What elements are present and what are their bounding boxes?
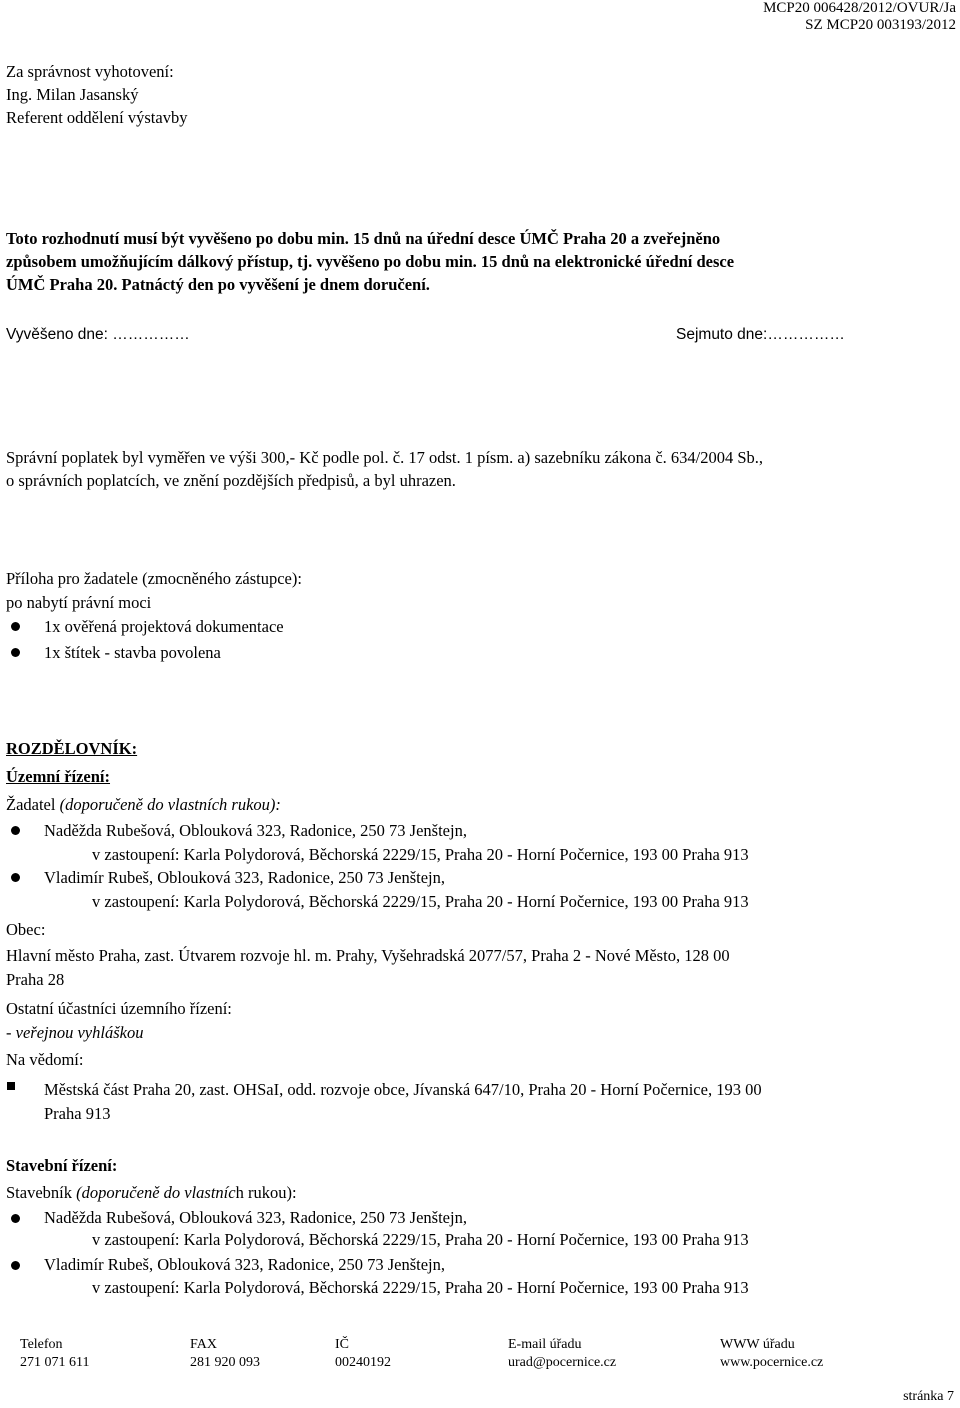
ic-value: 00240192 bbox=[335, 1355, 391, 1370]
square-bullet-icon bbox=[7, 1082, 15, 1090]
applicant-label-line bbox=[6, 793, 281, 816]
building-heading: Stavební řízení: bbox=[6, 1156, 118, 1175]
territorial-heading: Územní řízení: bbox=[6, 767, 111, 786]
footer-phone bbox=[20, 1336, 89, 1372]
builder-representative: v zastoupení: Karla Polydorová, Běchorská 2229/15, Praha 20 - Horní Počernice, 193 00 Praha 913 bbox=[92, 1230, 749, 1249]
builder-label: Stavebník bbox=[6, 1183, 72, 1202]
notice-line: ÚMČ Praha 20. Patnáctý den po vyvěšení je dnem doručení. bbox=[6, 275, 430, 294]
email-label: E-mail úřadu bbox=[508, 1337, 582, 1352]
posting-notice bbox=[6, 227, 734, 296]
www-label: WWW úřadu bbox=[720, 1337, 795, 1352]
footer-ic bbox=[335, 1336, 391, 1372]
applicant-note: (doporučeně do vlastních rukou): bbox=[59, 795, 281, 814]
municipality-line: Hlavní město Praha, zast. Útvarem rozvoje hl. m. Prahy, Vyšehradská 2077/57, Praha 2 - Nové Město, 128 00 bbox=[6, 946, 730, 965]
notify-line: Praha 913 bbox=[44, 1104, 111, 1123]
bullet-icon bbox=[11, 1261, 20, 1270]
applicant-label: Žadatel bbox=[6, 795, 56, 814]
signature-name: Ing. Milan Jasanský bbox=[6, 85, 139, 104]
notice-line: Toto rozhodnutí musí být vyvěšeno po dobu min. 15 dnů na úřední desce ÚMČ Praha 20 a zveřejněno bbox=[6, 229, 721, 248]
signature-label: Za správnost vyhotovení: bbox=[6, 62, 174, 81]
notice-line: způsobem umožňujícím dálkový přístup, tj. vyvěšeno po dobu min. 15 dnů na elektronické úřední desce bbox=[6, 252, 735, 271]
fax-value: 281 920 093 bbox=[190, 1355, 260, 1370]
applicant-representative: v zastoupení: Karla Polydorová, Běchorská 2229/15, Praha 20 - Horní Počernice, 193 00 Praha 913 bbox=[92, 892, 749, 911]
bullet-icon bbox=[11, 873, 20, 882]
builder-label-line bbox=[6, 1181, 297, 1204]
bullet-icon bbox=[11, 826, 20, 835]
ic-label: IČ bbox=[335, 1337, 349, 1352]
notify-label: Na vědomí: bbox=[6, 1050, 84, 1069]
builder-note: (doporučeně do vlastníc bbox=[76, 1183, 236, 1202]
signature-role: Referent oddělení výstavby bbox=[6, 108, 188, 127]
footer-www bbox=[720, 1336, 823, 1372]
phone-label: Telefon bbox=[20, 1337, 63, 1352]
signature-block bbox=[6, 60, 187, 129]
distribution-title: ROZDĚLOVNÍK: bbox=[6, 739, 138, 758]
builder-name: Vladimír Rubeš, Oblouková 323, Radonice, 250 73 Jenštejn, bbox=[44, 1255, 445, 1274]
phone-value: 271 071 611 bbox=[20, 1355, 90, 1370]
attachment-item: 1x štítek - stavba povolena bbox=[44, 643, 221, 662]
municipality-label: Obec: bbox=[6, 920, 46, 939]
others-label: Ostatní účastníci územního řízení: bbox=[6, 999, 232, 1018]
bullet-icon bbox=[11, 622, 20, 631]
removed-date: Sejmuto dne:…………… bbox=[676, 326, 845, 343]
builder-representative: v zastoupení: Karla Polydorová, Běchorská 2229/15, Praha 20 - Horní Počernice, 193 00 Praha 913 bbox=[92, 1278, 749, 1297]
page-number: stránka 7 bbox=[903, 1389, 954, 1404]
applicant-name: Naděžda Rubešová, Oblouková 323, Radonice, 250 73 Jenštejn, bbox=[44, 821, 467, 840]
builder-name: Naděžda Rubešová, Oblouková 323, Radonice, 250 73 Jenštejn, bbox=[44, 1208, 467, 1227]
fee-line: o správních poplatcích, ve znění pozdějších předpisů, a byl uhrazen. bbox=[6, 471, 456, 490]
fax-label: FAX bbox=[190, 1337, 217, 1352]
municipality-line: Praha 28 bbox=[6, 970, 65, 989]
footer-fax bbox=[190, 1336, 260, 1372]
attachment-item: 1x ověřená projektová dokumentace bbox=[44, 617, 284, 636]
bullet-icon bbox=[11, 1214, 20, 1223]
bullet-icon bbox=[11, 648, 20, 657]
applicant-name: Vladimír Rubeš, Oblouková 323, Radonice, 250 73 Jenštejn, bbox=[44, 868, 445, 887]
attachment-heading: Příloha pro žadatele (zmocněného zástupce): bbox=[6, 569, 302, 588]
others-value: - veřejnou vyhláškou bbox=[6, 1023, 144, 1042]
posted-date: Vyvěšeno dne: …………… bbox=[6, 326, 190, 343]
reference-number-1: MCP20 006428/2012/OVUR/Ja bbox=[763, 0, 956, 16]
builder-note-tail: h rukou): bbox=[235, 1183, 297, 1202]
notify-line: Městská část Praha 20, zast. OHSaI, odd. rozvoje obce, Jívanská 647/10, Praha 20 - Horní Počernice, 193 00 bbox=[44, 1080, 762, 1099]
email-link[interactable]: urad@pocernice.cz bbox=[508, 1355, 617, 1370]
fee-statement bbox=[6, 446, 763, 492]
header-reference bbox=[763, 0, 956, 34]
applicant-representative: v zastoupení: Karla Polydorová, Běchorská 2229/15, Praha 20 - Horní Počernice, 193 00 Praha 913 bbox=[92, 845, 749, 864]
fee-line: Správní poplatek byl vyměřen ve výši 300,- Kč podle pol. č. 17 odst. 1 písm. a) sazebníku zákona č. 634/2004 Sb., bbox=[6, 448, 764, 467]
footer-email bbox=[508, 1336, 616, 1372]
www-link[interactable]: www.pocernice.cz bbox=[720, 1355, 824, 1370]
reference-number-2: SZ MCP20 003193/2012 bbox=[805, 17, 956, 33]
attachment-subheading: po nabytí právní moci bbox=[6, 593, 152, 612]
